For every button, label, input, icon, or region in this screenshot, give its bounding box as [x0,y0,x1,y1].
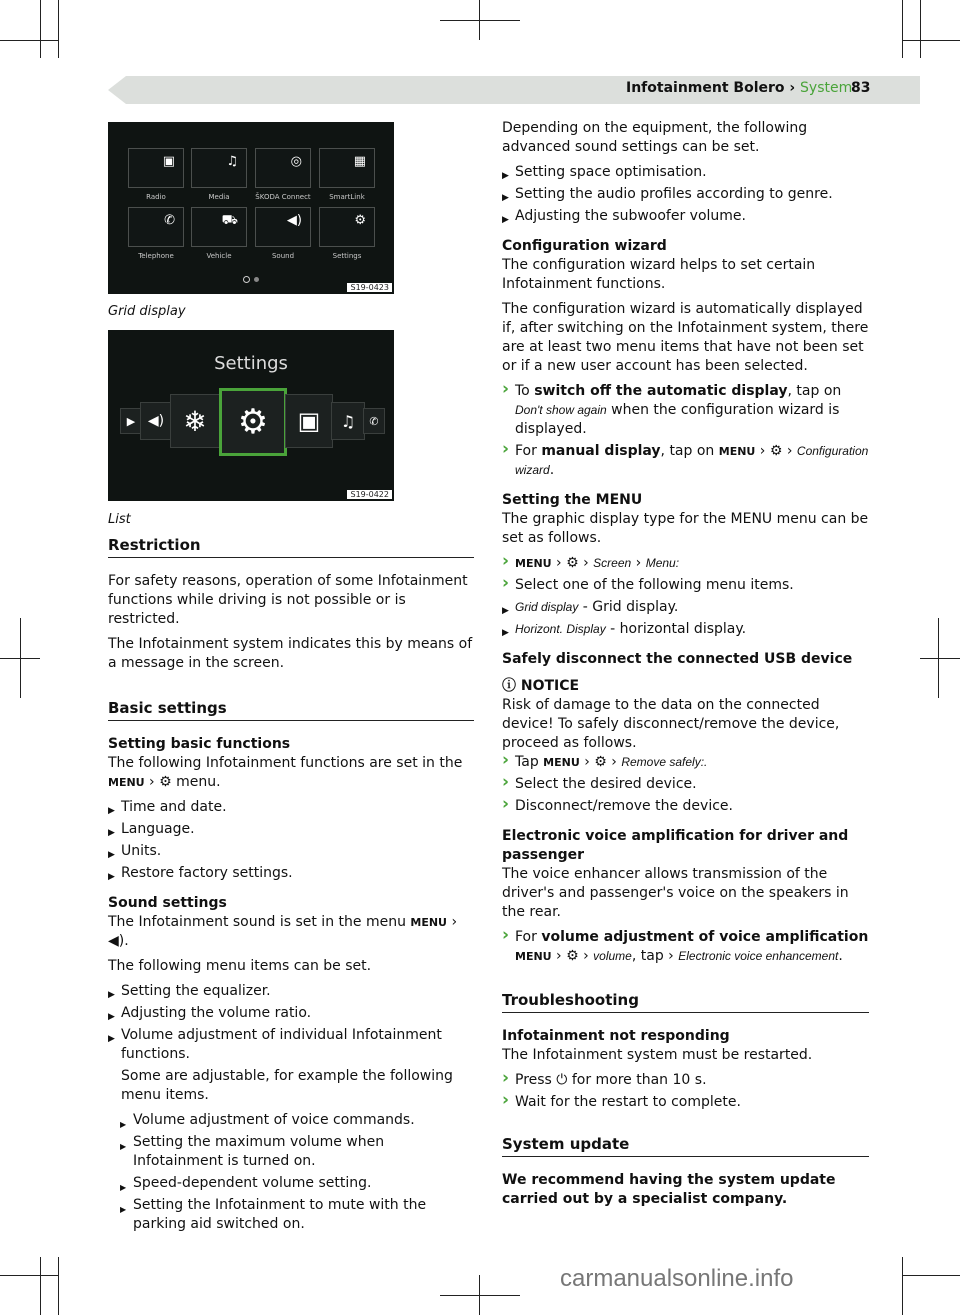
sub-list-item: ▶ Speed-dependent volume setting. [108,1174,474,1193]
tile-label: Media [208,193,230,201]
menu-key: MENU [515,557,552,570]
grid-display-figure [108,122,394,294]
step-item: › Select one of the following menu items. [502,576,869,595]
crop-mark [902,1275,960,1276]
list-item: ▶ Adjusting the volume ratio. [108,1004,474,1023]
gear-icon: ⚙ [594,754,607,770]
tile-telephone [128,207,184,247]
list-display-figure [108,330,394,501]
tile-skoda-connect [255,148,311,188]
crop-mark [0,1275,58,1276]
paragraph: Depending on the equipment, the following advanced sound settings can be set. [502,120,808,155]
figure-caption: List [108,512,131,527]
paragraph: For safety reasons, operation of some Infotainment functions while driving is not possible or is restricted. [108,573,468,627]
phone-icon: ✆ [164,213,175,228]
notice-text: Risk of damage to the data on the connected device! To safely disconnect/remove the device, proceed as follows. [502,697,840,751]
media-icon: ▶ [120,408,142,434]
subheading: Sound settings [108,895,227,911]
notice-heading: ⓘ NOTICE [502,678,580,694]
list-item: ▶ Setting the equalizer. [108,982,474,1001]
paragraph: The Infotainment sound is set in the menu MENU › ◀). [108,914,458,949]
crop-mark [0,40,58,41]
speaker-icon: ◀) [108,933,125,949]
figure-code: S19-0423 [347,283,392,292]
crop-mark [58,0,59,58]
list-item: ▶ Setting the audio profiles according to genre. [502,185,869,204]
paragraph: The Infotainment system indicates this by means of a message in the screen. [108,636,473,671]
radio-icon: ▣ [285,394,333,448]
menu-item-dont-show-again: Don't show again [515,403,607,417]
step-item: › For volume adjustment of voice amplification MENU › ⚙ › volume, tap › Electronic voice enhancement. [502,928,869,966]
list-item: ▶ Language. [108,820,474,839]
menu-key: MENU [718,445,756,458]
paragraph: The graphic display type for the MENU menu can be set as follows. [502,511,869,546]
left-column [108,536,474,1237]
gear-icon: ⚙ [159,774,172,790]
tile-vehicle [191,207,247,247]
car-icon: ⛟ [221,213,238,228]
header-title: Infotainment Bolero › System [626,80,853,96]
subheading: Infotainment not responding [502,1028,730,1044]
step-item: › MENU › ⚙ › Screen › Menu: [502,554,869,573]
gear-icon[interactable]: ⚙ [219,388,287,456]
paragraph-bold: We recommend having the system update carried out by a specialist company. [502,1172,836,1207]
section-heading: Basic settings [108,699,474,721]
paragraph: Some are adjustable, for example the following menu items. [121,1068,453,1103]
speaker-icon: ◀) [286,213,302,228]
list-item: ▶ Grid display - Grid display. [502,598,869,617]
smartlink-icon: ▦ [353,154,366,169]
list-item: ▶ Volume adjustment of individual Infotainment functions. [108,1026,474,1064]
step-item: › For manual display, tap on MENU › ⚙ › Configuration wizard. [502,442,869,480]
right-column [502,119,869,1209]
page-number: 83 [851,80,871,96]
section-heading: Restriction [108,536,474,558]
list-item: ▶ Setting space optimisation. [502,163,869,182]
tile-radio [128,148,184,188]
tile-label: Settings [332,252,362,260]
watermark: carmanualsonline.info [560,1265,794,1292]
list-item: ▶ Time and date. [108,798,474,817]
info-icon: ⓘ [502,678,516,694]
menu-key: MENU [515,950,552,963]
tile-label: Vehicle [206,252,232,260]
figure-code: S19-0422 [347,490,392,499]
subheading: Electronic voice amplification for driver and passenger [502,828,849,863]
crop-mark [0,658,40,659]
list-item: ▶ Horizont. Display - horizontal display. [502,620,869,639]
subheading: Configuration wizard [502,238,667,254]
music-note-icon: ♫ [331,402,365,440]
list-item: ▶ Restore factory settings. [108,864,474,883]
paragraph: The configuration wizard is automatically displayed if, after switching on the Infotainment system, there are at least two menu items that have not been set or if a new user account has been selected. [502,301,869,374]
sub-list-item: ▶ Setting the Infotainment to mute with the parking aid switched on. [108,1196,474,1234]
crop-mark [440,20,520,21]
music-note-icon: ♫ [226,154,238,169]
paragraph: The following Infotainment functions are set in the MENU › ⚙ menu. [108,755,463,790]
crop-mark [58,1257,59,1315]
section-heading: System update [502,1135,869,1157]
crop-mark [40,0,41,58]
page-dot-active [243,276,250,283]
step-item: › Tap MENU › ⚙ › Remove safely:. [502,753,869,772]
tile-label: Telephone [138,252,174,260]
list-item: ▶ Adjusting the subwoofer volume. [502,207,869,226]
tile-media [191,148,247,188]
section-heading: Troubleshooting [502,991,869,1013]
tile-label: ŠKODA Connect [255,193,311,201]
crop-mark [920,0,921,58]
gear-icon: ⚙ [566,555,579,571]
tile-smartlink [319,148,375,188]
gear-icon: ⚙ [354,213,366,228]
subheading: Safely disconnect the connected USB device [502,651,853,667]
paragraph: The following menu items can be set. [108,958,372,974]
crop-mark [40,1257,41,1315]
step-item: › Press ⏻ for more than 10 s. [502,1071,869,1090]
header-section: System [800,80,853,96]
crop-mark [902,40,960,41]
step-item: › Select the desired device. [502,775,869,794]
tile-sound [255,207,311,247]
crop-mark [920,658,960,659]
page-dot [254,277,259,282]
crop-mark [902,0,903,58]
menu-item-configuration-wizard: Configuration wizard [515,444,869,477]
step-item: › Wait for the restart to complete. [502,1093,869,1112]
subheading: Setting basic functions [108,736,291,752]
gear-icon: ⚙ [769,443,783,459]
sub-list-item: ▶ Setting the maximum volume when Infotainment is turned on. [108,1133,474,1171]
connect-icon: ◎ [290,154,302,169]
paragraph: The Infotainment system must be restarted. [502,1047,813,1063]
paragraph: The configuration wizard helps to set certain Infotainment functions. [502,257,816,292]
list-item: ▶ Units. [108,842,474,861]
tile-label: SmartLink [329,193,365,201]
subheading: Setting the MENU [502,492,643,508]
phone-icon: ✆ [363,408,385,434]
sub-list-item: ▶ Volume adjustment of voice commands. [108,1111,474,1130]
gear-icon: ⚙ [566,948,579,964]
tile-settings [319,207,375,247]
speaker-icon: ◀) [140,402,172,440]
tile-label: Sound [271,252,295,260]
figure-caption: Grid display [108,304,186,319]
step-item: › Disconnect/remove the device. [502,797,869,816]
snowflake-icon: ❄ [170,394,220,448]
crop-mark [902,1257,903,1315]
menu-key: MENU [543,756,580,769]
crop-mark [440,1295,520,1296]
menu-key: MENU [108,776,145,789]
step-item: › To switch off the automatic display, tap on Don't show again when the configuration wizard is displayed. [502,382,869,439]
tile-label: Radio [146,193,166,201]
paragraph: The voice enhancer allows transmission of the driver's and passenger's voice on the speakers in the rear. [502,866,849,920]
power-icon: ⏻ [556,1072,568,1088]
menu-key: MENU [410,916,447,929]
settings-title: Settings [214,353,288,374]
radio-icon: ▣ [162,154,175,169]
